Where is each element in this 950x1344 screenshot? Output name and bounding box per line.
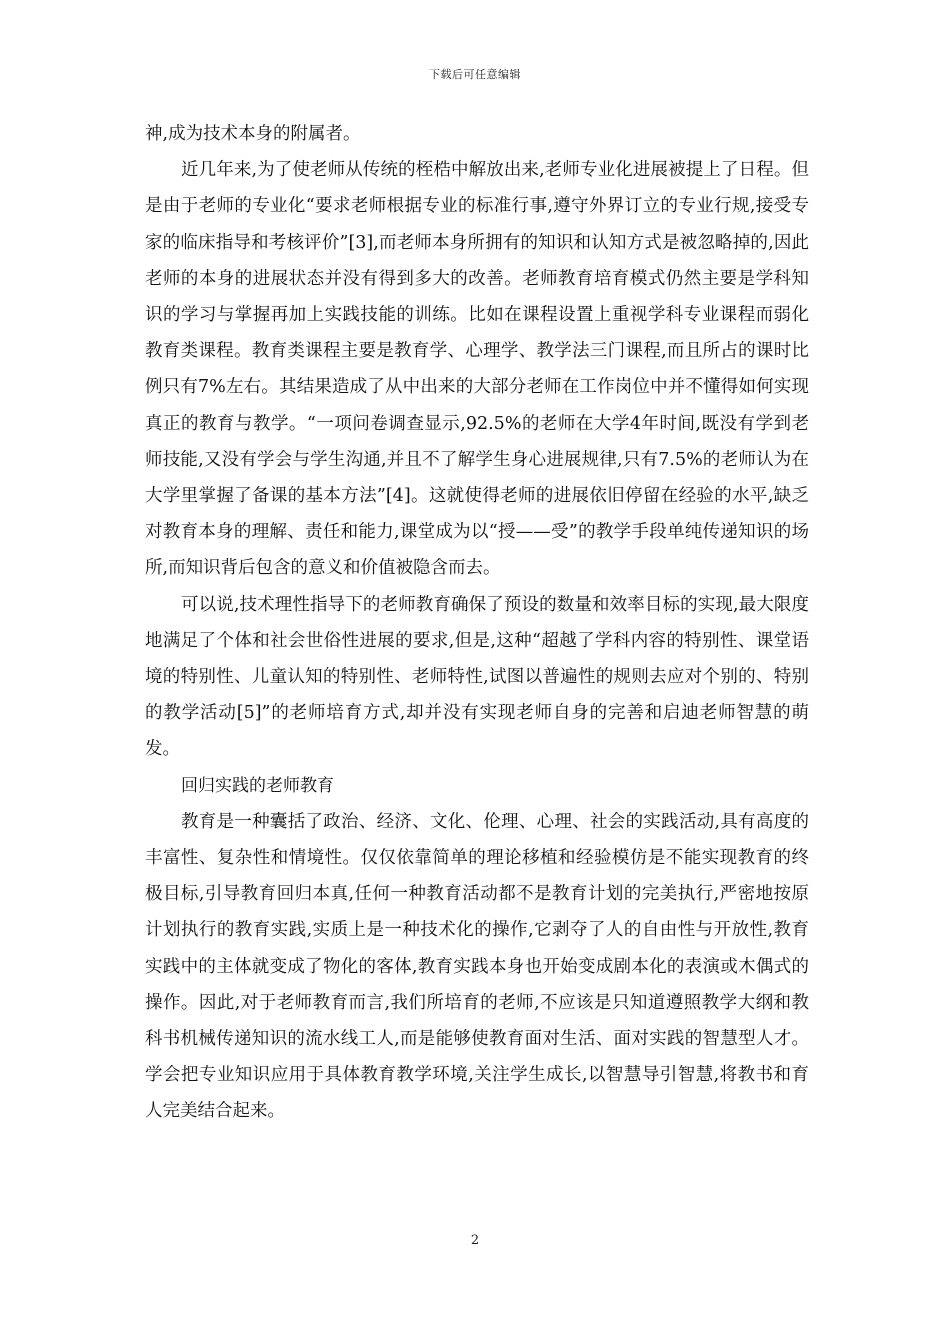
paragraph-teacher-professionalization: 近几年来,为了使老师从传统的桎梏中解放出来,老师专业化进展被提上了日程。但是由于老师的专业化“要求老师根据专业的标准行事,遵守外界订立的专业行规,接受专家的临床指导和考核评价”[3],而老师本身所拥有的知识和认知方式是被忽略掉的,因此老师的本身的进展状态并没有得到多大的改善。老师教育培育模式仍然主要是学科知识的学习与掌握再加上实践技能的训练。比如在课程设置上重视学科专业课程而弱化教育类课程。教育类课程主要是教育学、心理学、教学法三门课程,而且所占的课时比例只有7%左右。其结果造成了从中出来的大部分老师在工作岗位中并不懂得如何实现真正的教育与教学。“一项问卷调查显示,92.5%的老师在大学4年时间,既没有学到老师技能,又没有学会与学生沟通,并且不了解学生身心进展规律,只有7.5%的老师认为在大学里掌握了备课的基本方法”[4]。这就使得老师的进展依旧停留在经验的水平,缺乏对教育本身的理解、责任和能力,课堂成为以“授——受”的教学手段单纯传递知识的场所,而知识背后包含的意义和价值被隐含而去。 — [145, 160, 809, 579]
document-body — [145, 116, 809, 1130]
section-heading: 回归实践的老师教育 — [181, 775, 334, 796]
page-number: 2 — [470, 1233, 480, 1248]
page-header: 下载后可任意编辑 — [429, 68, 521, 81]
paragraph-continuation: 神,成为技术本身的附属者。 — [145, 124, 361, 144]
paragraph-practice-education: 教育是一种囊括了政治、经济、文化、伦理、心理、社会的实践活动,具有高度的丰富性、复杂性和情境性。仅仅依靠简单的理论移植和经验模仿是不能实现教育的终极目标,引导教育回归本真,任何一种教育活动都不是教育计划的完美执行,严密地按原计划执行的教育实践,实质上是一种技术化的操作,它剥夺了人的自由性与开放性,教育实践中的主体就变成了物化的客体,教育实践本身也开始变成剧本化的表演或木偶式的操作。因此,对于老师教育而言,我们所培育的老师,不应该是只知道遵照教学大纲和教科书机械传递知识的流水线工人,而是能够使教育面对生活、面对实践的智慧型人才。学会把专业知识应用于具体教育教学环境,关注学生成长,以智慧导引智慧,将教书和育人完美结合起来。 — [145, 811, 809, 1122]
paragraph-technical-rationality: 可以说,技术理性指导下的老师教育确保了预设的数量和效率目标的实现,最大限度地满足了个体和社会世俗性进展的要求,但是,这种“超越了学科内容的特别性、课堂语境的特别性、儿童认知的特别性、老师特性,试图以普遍性的规则去应对个别的、特别的教学活动[5]”的老师培育方式,却并没有实现老师自身的完善和启迪老师智慧的萌发。 — [145, 594, 809, 760]
